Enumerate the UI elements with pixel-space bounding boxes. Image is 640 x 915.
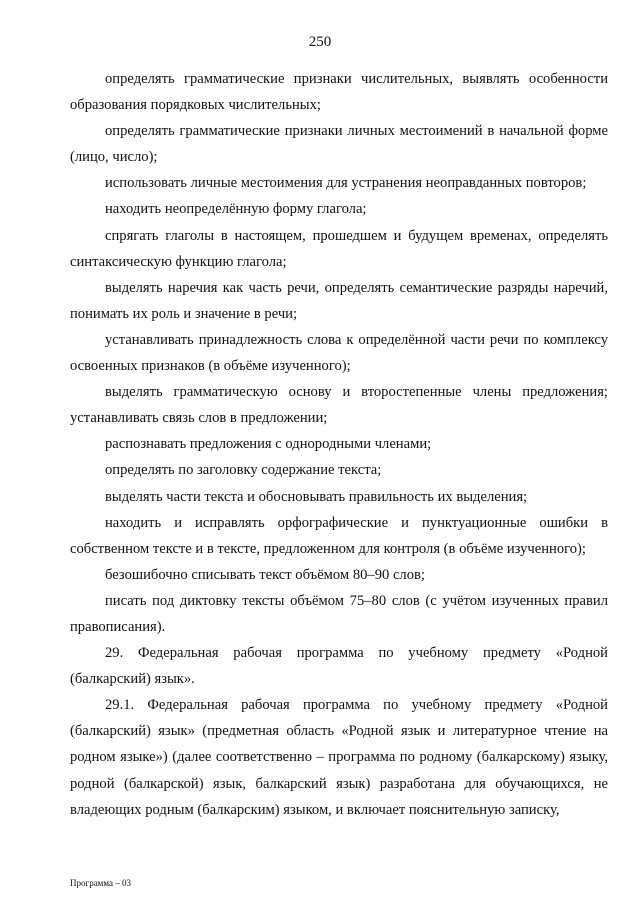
paragraph: определять по заголовку содержание текста; <box>105 462 382 479</box>
paragraph: определять грамматические признаки числительных, выявлять особенности образования порядковых числительных; <box>70 71 608 114</box>
page-number: 250 <box>308 34 332 50</box>
paragraph: устанавливать принадлежность слова к определённой части речи по комплексу освоенных признаков (в объёме изученного); <box>70 331 608 375</box>
paragraph: распознавать предложения с однородными членами; <box>105 436 432 453</box>
paragraph: находить неопределённую форму глагола; <box>105 201 367 218</box>
paragraph: определять грамматические признаки личных местоимений в начальной форме (лицо, число); <box>70 123 608 166</box>
section-heading: 29. Федеральная рабочая программа по учебному предмету «Родной (балкарский) язык». <box>70 645 608 688</box>
paragraph: выделять части текста и обосновывать правильность их выделения; <box>105 488 528 505</box>
footer-label: Программа – 03 <box>70 878 132 888</box>
paragraph: находить и исправлять орфографические и пунктуационные ошибки в собственном тексте и в тексте, предложенном для контроля (в объёме изученного); <box>70 514 608 557</box>
paragraph: писать под диктовку тексты объёмом 75–80 слов (с учётом изученных правил правописания). <box>70 592 608 635</box>
paragraph: безошибочно списывать текст объёмом 80–90 слов; <box>105 566 425 583</box>
paragraph: 29.1. Федеральная рабочая программа по учебному предмету «Родной (балкарский) язык» (предметная область «Родной язык и литературное чтение на родном языке») (далее соответственно – программа по родному (балкарскому) языку, родной (балкарской) язык, балкарский язык) разработана для обучающихся, не владеющих родным (балкарским) языком, и включает пояснительную записку, <box>70 697 608 818</box>
body-text <box>70 66 608 823</box>
paragraph: выделять наречия как часть речи, определять семантические разряды наречий, понимать их роль и значение в речи; <box>70 279 608 322</box>
paragraph: использовать личные местоимения для устранения неоправданных повторов; <box>105 175 587 192</box>
paragraph: выделять грамматическую основу и второстепенные члены предложения; устанавливать связь слов в предложении; <box>70 384 608 427</box>
paragraph: спрягать глаголы в настоящем, прошедшем и будущем временах, определять синтаксическую функцию глагола; <box>70 227 608 270</box>
